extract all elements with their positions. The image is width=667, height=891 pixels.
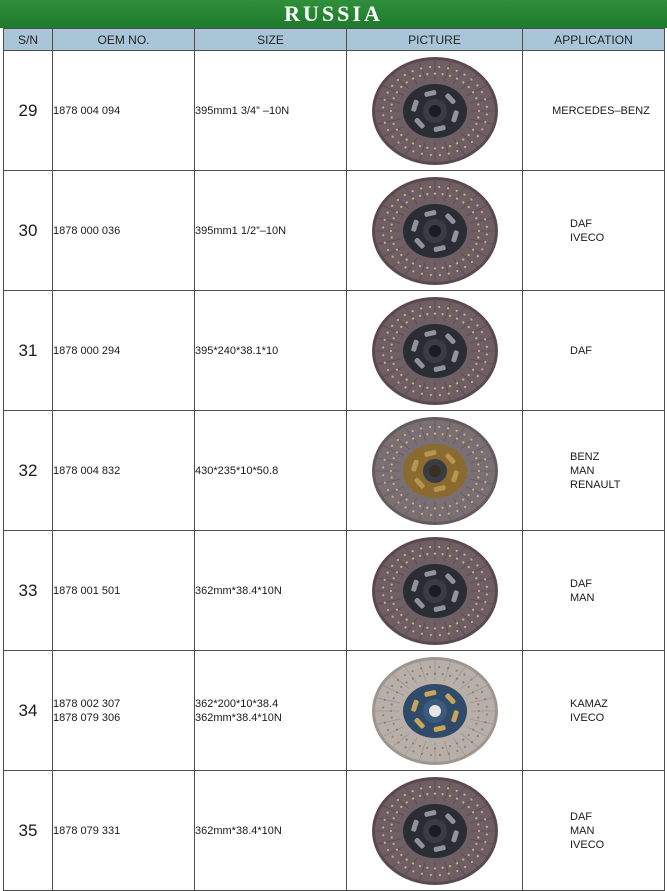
application-vehicle: MAN	[570, 464, 595, 477]
clutch-disc-image	[370, 415, 500, 527]
picture-cell	[347, 531, 523, 651]
size-spec: 395*240*38.1*10	[195, 344, 279, 357]
table-row	[4, 171, 665, 291]
table-row	[4, 291, 665, 411]
application-vehicle: MERCEDES–BENZ	[552, 104, 650, 117]
oem-number-cell	[53, 771, 195, 891]
application-cell	[523, 411, 665, 531]
size-spec: 430*235*10*50.8	[195, 464, 279, 477]
header-size: SIZE	[195, 29, 347, 51]
picture-cell	[347, 771, 523, 891]
section-title: RUSSIA	[0, 0, 667, 28]
picture-cell	[347, 51, 523, 171]
size-spec: 362mm*38.4*10N	[195, 584, 282, 597]
serial-number: 32	[4, 411, 53, 531]
oem-number-cell	[53, 51, 195, 171]
size-cell	[195, 51, 347, 171]
oem-number: 1878 079 306	[53, 711, 121, 724]
size-spec: 395mm1 1/2”–10N	[195, 224, 287, 237]
table-row	[4, 51, 665, 171]
size-spec: 362*200*10*38.4	[195, 697, 279, 710]
clutch-disc-image	[370, 655, 500, 767]
oem-number-cell	[53, 291, 195, 411]
serial-number: 33	[4, 531, 53, 651]
picture-cell	[347, 411, 523, 531]
application-vehicle: MAN	[570, 824, 595, 837]
oem-number: 1878 000 294	[53, 344, 121, 357]
application-vehicle: DAF	[570, 217, 592, 230]
application-cell	[523, 651, 665, 771]
clutch-disc-image	[370, 535, 500, 647]
size-cell	[195, 291, 347, 411]
oem-number: 1878 001 501	[53, 584, 121, 597]
application-cell	[523, 531, 665, 651]
picture-cell	[347, 651, 523, 771]
serial-number: 34	[4, 651, 53, 771]
clutch-disc-image	[370, 775, 500, 887]
application-vehicle: IVECO	[570, 711, 605, 724]
table-row	[4, 531, 665, 651]
table-row	[4, 411, 665, 531]
serial-number: 30	[4, 171, 53, 291]
header-row	[4, 29, 665, 51]
serial-number: 31	[4, 291, 53, 411]
application-cell	[523, 171, 665, 291]
table-row	[4, 771, 665, 891]
oem-number: 1878 004 094	[53, 104, 121, 117]
size-cell	[195, 771, 347, 891]
oem-number: 1878 004 832	[53, 464, 121, 477]
application-vehicle: IVECO	[570, 231, 605, 244]
oem-number: 1878 079 331	[53, 824, 121, 837]
product-table	[3, 28, 665, 891]
application-cell	[523, 771, 665, 891]
application-cell	[523, 51, 665, 171]
oem-number-cell	[53, 651, 195, 771]
oem-number: 1878 000 036	[53, 224, 121, 237]
application-vehicle: IVECO	[570, 838, 605, 851]
clutch-disc-image	[370, 175, 500, 287]
oem-number-cell	[53, 171, 195, 291]
serial-number: 29	[4, 51, 53, 171]
size-cell	[195, 411, 347, 531]
header-application: APPLICATION	[523, 29, 665, 51]
table-row	[4, 651, 665, 771]
header-sn: S/N	[4, 29, 53, 51]
oem-number: 1878 002 307	[53, 697, 121, 710]
application-vehicle: RENAULT	[570, 478, 621, 491]
application-vehicle: KAMAZ	[570, 697, 608, 710]
clutch-disc-image	[370, 55, 500, 167]
serial-number: 35	[4, 771, 53, 891]
picture-cell	[347, 171, 523, 291]
header-picture: PICTURE	[347, 29, 523, 51]
oem-number-cell	[53, 411, 195, 531]
picture-cell	[347, 291, 523, 411]
size-cell	[195, 171, 347, 291]
application-vehicle: BENZ	[570, 450, 600, 463]
application-vehicle: MAN	[570, 591, 595, 604]
clutch-disc-image	[370, 295, 500, 407]
application-cell	[523, 291, 665, 411]
size-cell	[195, 651, 347, 771]
size-spec: 362mm*38.4*10N	[195, 824, 282, 837]
size-spec: 395mm1 3/4” –10N	[195, 104, 290, 117]
header-oem: OEM NO.	[53, 29, 195, 51]
application-vehicle: DAF	[570, 810, 592, 823]
application-vehicle: DAF	[570, 344, 592, 357]
size-cell	[195, 531, 347, 651]
size-spec: 362mm*38.4*10N	[195, 711, 282, 724]
oem-number-cell	[53, 531, 195, 651]
application-vehicle: DAF	[570, 577, 592, 590]
